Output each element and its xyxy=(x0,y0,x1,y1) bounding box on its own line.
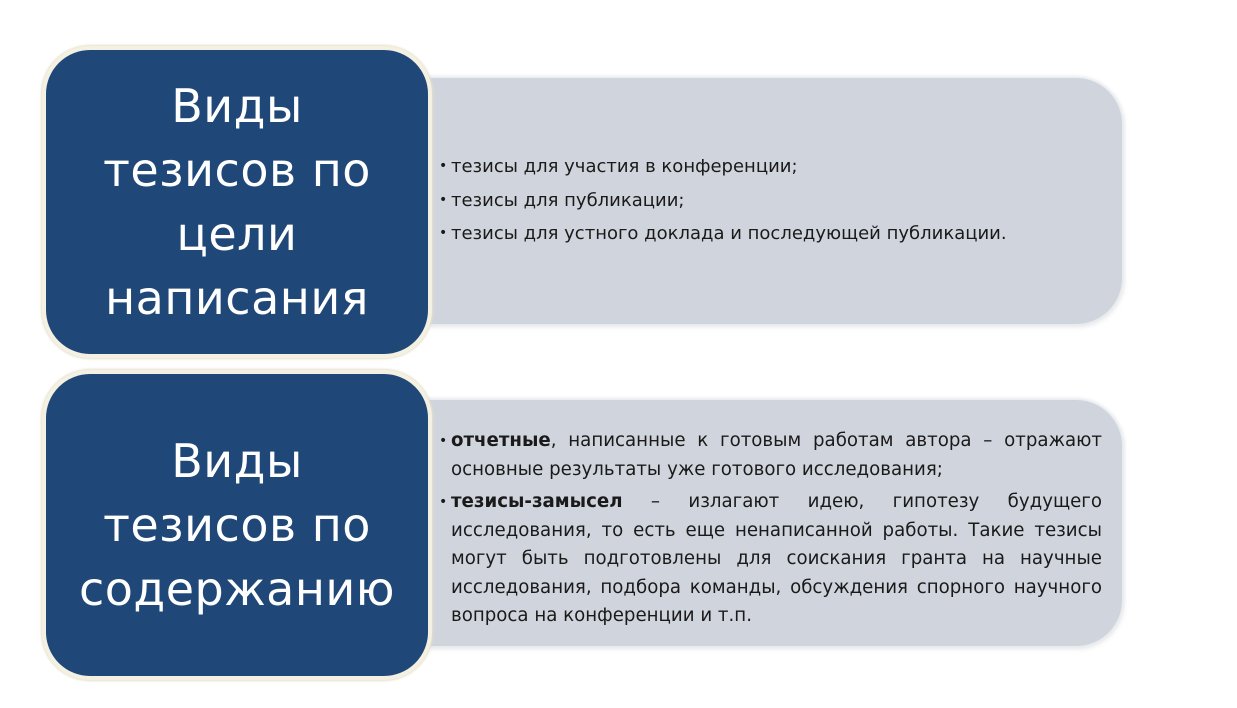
title-line: написания xyxy=(105,271,369,325)
purpose-block xyxy=(0,46,1237,358)
content-list xyxy=(440,427,1102,635)
bullet-icon: • xyxy=(439,225,448,241)
title-line: Виды xyxy=(171,79,303,133)
list-item-text: , написанные к готовым работам автора – отражают основные результаты уже готового исследования; xyxy=(451,430,1102,480)
title-line: тезисов по xyxy=(103,498,371,552)
list-item xyxy=(440,150,1110,184)
content-title-box xyxy=(42,370,432,680)
list-item-text: тезисы для устного доклада и последующей публикации. xyxy=(451,223,1007,244)
list-item-term: отчетные xyxy=(451,430,551,451)
bullet-icon: • xyxy=(439,191,448,208)
title-line: тезисов по xyxy=(103,143,371,197)
list-item xyxy=(440,427,1102,484)
list-item-text: тезисы для публикации; xyxy=(451,189,685,211)
content-block xyxy=(0,370,1237,680)
list-item xyxy=(440,184,1110,218)
title-line: Виды xyxy=(171,434,303,488)
list-item xyxy=(440,217,1110,251)
content-title xyxy=(79,429,395,621)
purpose-list xyxy=(440,150,1110,251)
title-line: содержанию xyxy=(78,562,396,616)
title-line: цели xyxy=(176,207,298,261)
bullet-icon: • xyxy=(439,494,448,510)
list-item-text: тезисы для участия в конференции; xyxy=(451,156,798,177)
bullet-icon: • xyxy=(439,433,448,449)
list-item xyxy=(440,488,1102,631)
bullet-icon: • xyxy=(439,158,448,174)
list-item-text: – излагают идею, гипотезу будущего исследования, то есть еще ненаписанной работы. Такие тезисы могут быть подготовлены для соискания гранта на научные исследования, подбора команды, обсуждения спорного научного вопроса на конференции и т.п. xyxy=(451,491,1102,626)
purpose-title-box xyxy=(42,46,432,358)
purpose-title xyxy=(103,74,371,330)
list-item-term: тезисы-замысел xyxy=(451,491,623,512)
